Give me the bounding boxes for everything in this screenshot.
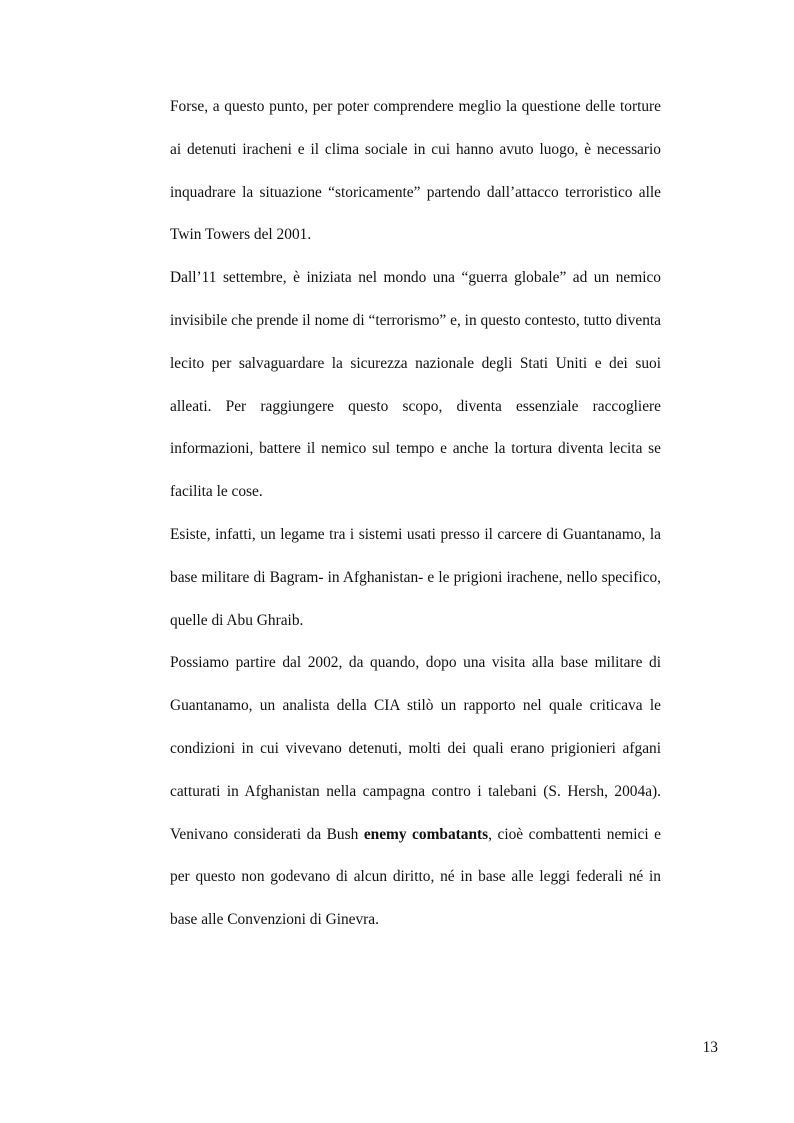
page-number: 13: [702, 1039, 718, 1056]
paragraph-2: Dall’11 settembre, è iniziata nel mondo una “guerra globale” ad un nemico invisibile che prende il nome di “terrorismo” e, in questo contesto, tutto diventa lecito per salvaguardare la sicurezza nazionale degli Stati Uniti e dei suoi alleati. Per raggiungere questo scopo, diventa essenziale raccogliere informazioni, battere il nemico sul tempo e anche la tortura diventa lecita se facilita le cose.: [170, 269, 661, 501]
paragraph-4-text-before: Possiamo partire dal 2002, da quando, dopo una visita alla base militare di Guantanamo, un analista della CIA stilò un rapporto nel quale criticava le condizioni in cui vivevano detenuti, molti dei quali erano prigionieri afgani catturati in Afghanistan nella campagna contro i talebani (S. Hersh, 2004a). Venivano considerati da Bush: [170, 654, 661, 843]
page-body: [170, 86, 661, 942]
paragraph-4-text-after: , cioè combattenti nemici e per questo non godevano di alcun diritto, né in base alle leggi federali né in base alle Convenzioni di Ginevra.: [170, 825, 661, 929]
paragraph-3: Esiste, infatti, un legame tra i sistemi usati presso il carcere di Guantanamo, la base militare di Bagram- in Afghanistan- e le prigioni irachene, nello specifico, quelle di Abu Ghraib.: [170, 525, 661, 629]
paragraph-1: Forse, a questo punto, per poter comprendere meglio la questione delle torture ai detenuti iracheni e il clima sociale in cui hanno avuto luogo, è necessario inquadrare la situazione “storicamente” partendo dall’attacco terroristico alle Twin Towers del 2001.: [170, 98, 661, 244]
enemy-combatants-term: enemy combatants: [363, 825, 489, 843]
paragraph-4: [170, 642, 661, 942]
